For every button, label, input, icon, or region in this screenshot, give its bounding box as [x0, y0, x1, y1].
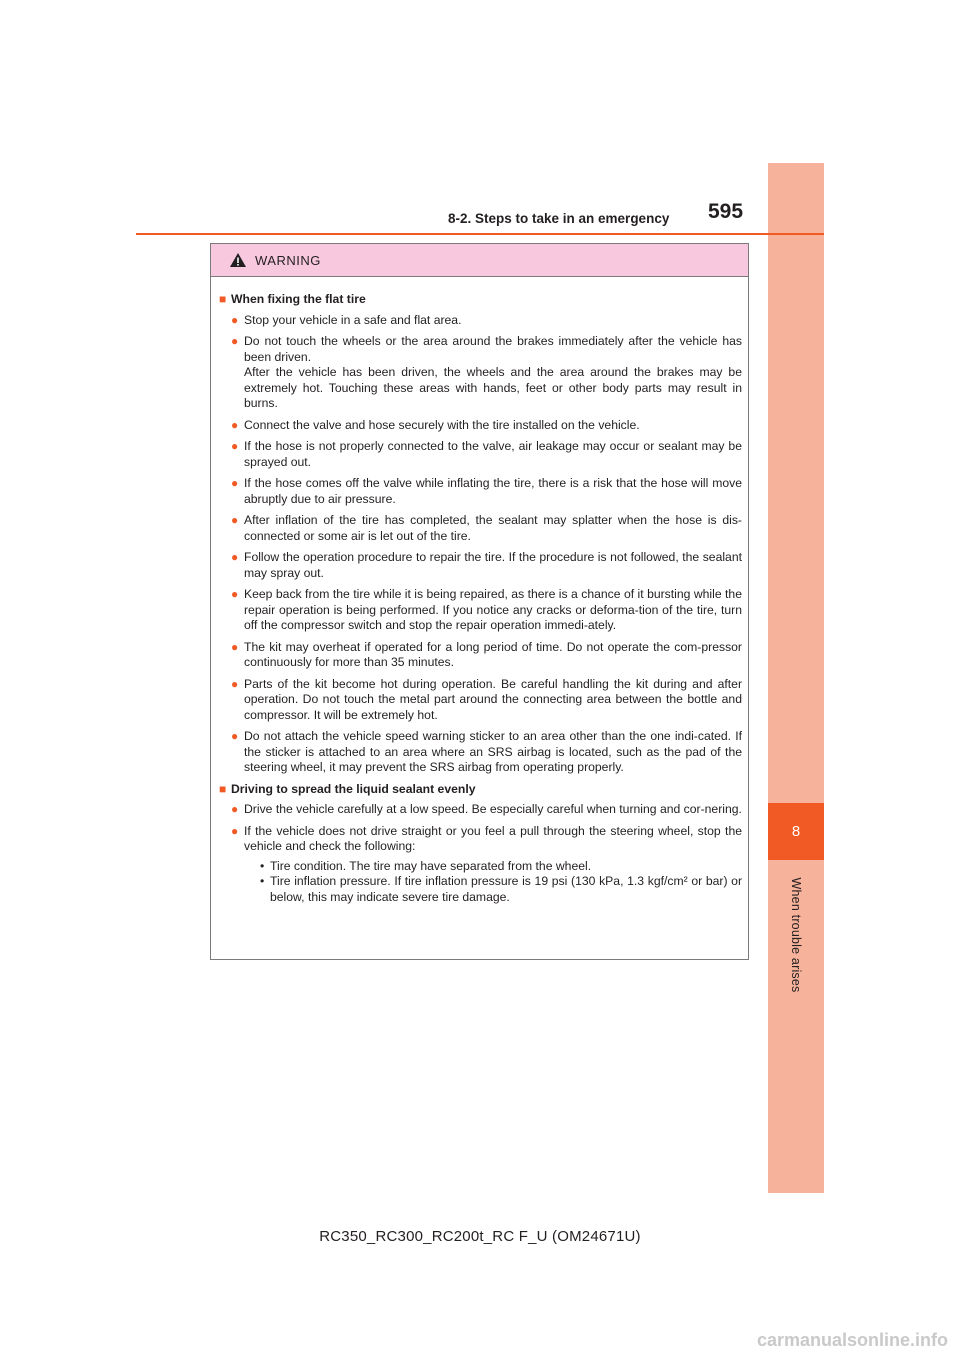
item-paragraph: Keep back from the tire while it is being repaired, as there is a chance of it bursting while the repair operation is being performed. If you notice any cracks or deforma-tion of the tire, turn off the compressor switch and stop the repair operation immedi-ately. [244, 587, 742, 632]
round-bullet-icon: ● [231, 639, 239, 654]
sub-list-item [260, 874, 742, 905]
chapter-number: 8 [791, 823, 801, 840]
warning-list-item [231, 802, 742, 818]
round-bullet-icon: ● [231, 823, 239, 838]
round-bullet-icon: ● [231, 417, 239, 432]
small-bullet-icon: • [260, 858, 265, 873]
round-bullet-icon: ● [231, 476, 239, 490]
warning-title: WARNING [255, 252, 321, 268]
item-paragraph: If the hose comes off the valve while inflating the tire, there is a risk that the hose will move abruptly due to air pressure. [244, 476, 742, 506]
section-heading-text: Driving to spread the liquid sealant evenly [231, 781, 476, 796]
warning-list-item [231, 550, 742, 581]
round-bullet-icon: ● [231, 439, 239, 453]
header-rule [136, 233, 824, 235]
round-bullet-icon: ● [231, 513, 239, 527]
chapter-side-tab [768, 163, 824, 1193]
item-paragraph: After the vehicle has been driven, the wheels and the area around the brakes may be extremely hot. Touching these areas with hands, feet or other body parts may result in burns. [244, 365, 742, 410]
round-bullet-icon: ● [231, 334, 239, 348]
round-bullet-icon: ● [231, 312, 239, 327]
sub-item-text: Tire inflation pressure. If tire inflation pressure is 19 psi (130 kPa, 1.3 kgf/cm² or bar) or below, this may indicate severe tire damage. [270, 874, 742, 904]
sub-item-text: Tire condition. The tire may have separated from the wheel. [270, 858, 592, 873]
item-paragraph: Drive the vehicle carefully at a low speed. Be especially careful when turning and cor-nering. [244, 802, 742, 816]
round-bullet-icon: ● [231, 676, 239, 691]
item-paragraph: Stop your vehicle in a safe and flat area. [244, 312, 462, 327]
watermark: carmanualsonline.info [756, 1330, 948, 1350]
warning-body [211, 277, 748, 905]
warning-list-item [231, 334, 742, 412]
item-paragraph: Parts of the kit become hot during operation. Be careful handling the kit during and after operation. Do not touch the metal part around the connecting area between the bottle and compressor. It will be extremely hot. [244, 676, 742, 722]
warning-section-heading [219, 292, 742, 308]
round-bullet-icon: ● [231, 729, 239, 743]
page-number: 595 [708, 200, 744, 223]
item-paragraph: If the vehicle does not drive straight or you feel a pull through the steering wheel, stop the vehicle and check the following: [244, 823, 742, 853]
warning-list-item [231, 476, 742, 507]
item-paragraph: Do not touch the wheels or the area around the brakes immediately after the vehicle has been driven. [244, 334, 742, 364]
warning-list-item [231, 513, 742, 544]
warning-box [210, 243, 749, 960]
warning-list-item [231, 418, 742, 434]
item-paragraph: Do not attach the vehicle speed warning sticker to an area other than the one indi-cated. If the sticker is attached to an area where an SRS airbag is located, such as the pad of the steering wheel, it may prevent the SRS airbag from operating properly. [244, 729, 742, 774]
warning-section-heading [219, 782, 742, 798]
item-paragraph: If the hose is not properly connected to the valve, air leakage may occur or sealant may be sprayed out. [244, 439, 742, 469]
item-paragraph: After inflation of the tire has completed, the sealant may splatter when the hose is dis-connected or some air is let out of the tire. [244, 513, 742, 543]
square-bullet-icon: ■ [219, 292, 227, 306]
chapter-number-box [768, 803, 824, 860]
item-paragraph: Connect the valve and hose securely with the tire installed on the vehicle. [244, 417, 640, 432]
section-heading-text: When fixing the flat tire [231, 292, 366, 306]
round-bullet-icon: ● [231, 550, 239, 564]
footer-model-code: RC350_RC300_RC200t_RC F_U (OM24671U) [319, 1228, 641, 1245]
section-title: 8-2. Steps to take in an emergency [448, 211, 670, 226]
warning-list-item [231, 587, 742, 634]
small-bullet-icon: • [260, 874, 265, 888]
chapter-label: When trouble arises [789, 877, 803, 993]
warning-list-item [231, 729, 742, 776]
warning-list-item [231, 640, 742, 671]
sub-list-item [260, 859, 742, 875]
item-paragraph: The kit may overheat if operated for a long period of time. Do not operate the com-pressor continuously for more than 35 minutes. [244, 639, 742, 669]
warning-list-item [231, 677, 742, 724]
warning-list-item [231, 824, 742, 855]
warning-triangle-icon [229, 252, 247, 268]
warning-header [211, 244, 748, 277]
warning-list-item [231, 439, 742, 470]
round-bullet-icon: ● [231, 587, 239, 601]
round-bullet-icon: ● [231, 802, 239, 816]
warning-list-item [231, 313, 742, 329]
item-paragraph: Follow the operation procedure to repair the tire. If the procedure is not followed, the sealant may spray out. [244, 550, 742, 580]
square-bullet-icon: ■ [219, 781, 227, 796]
